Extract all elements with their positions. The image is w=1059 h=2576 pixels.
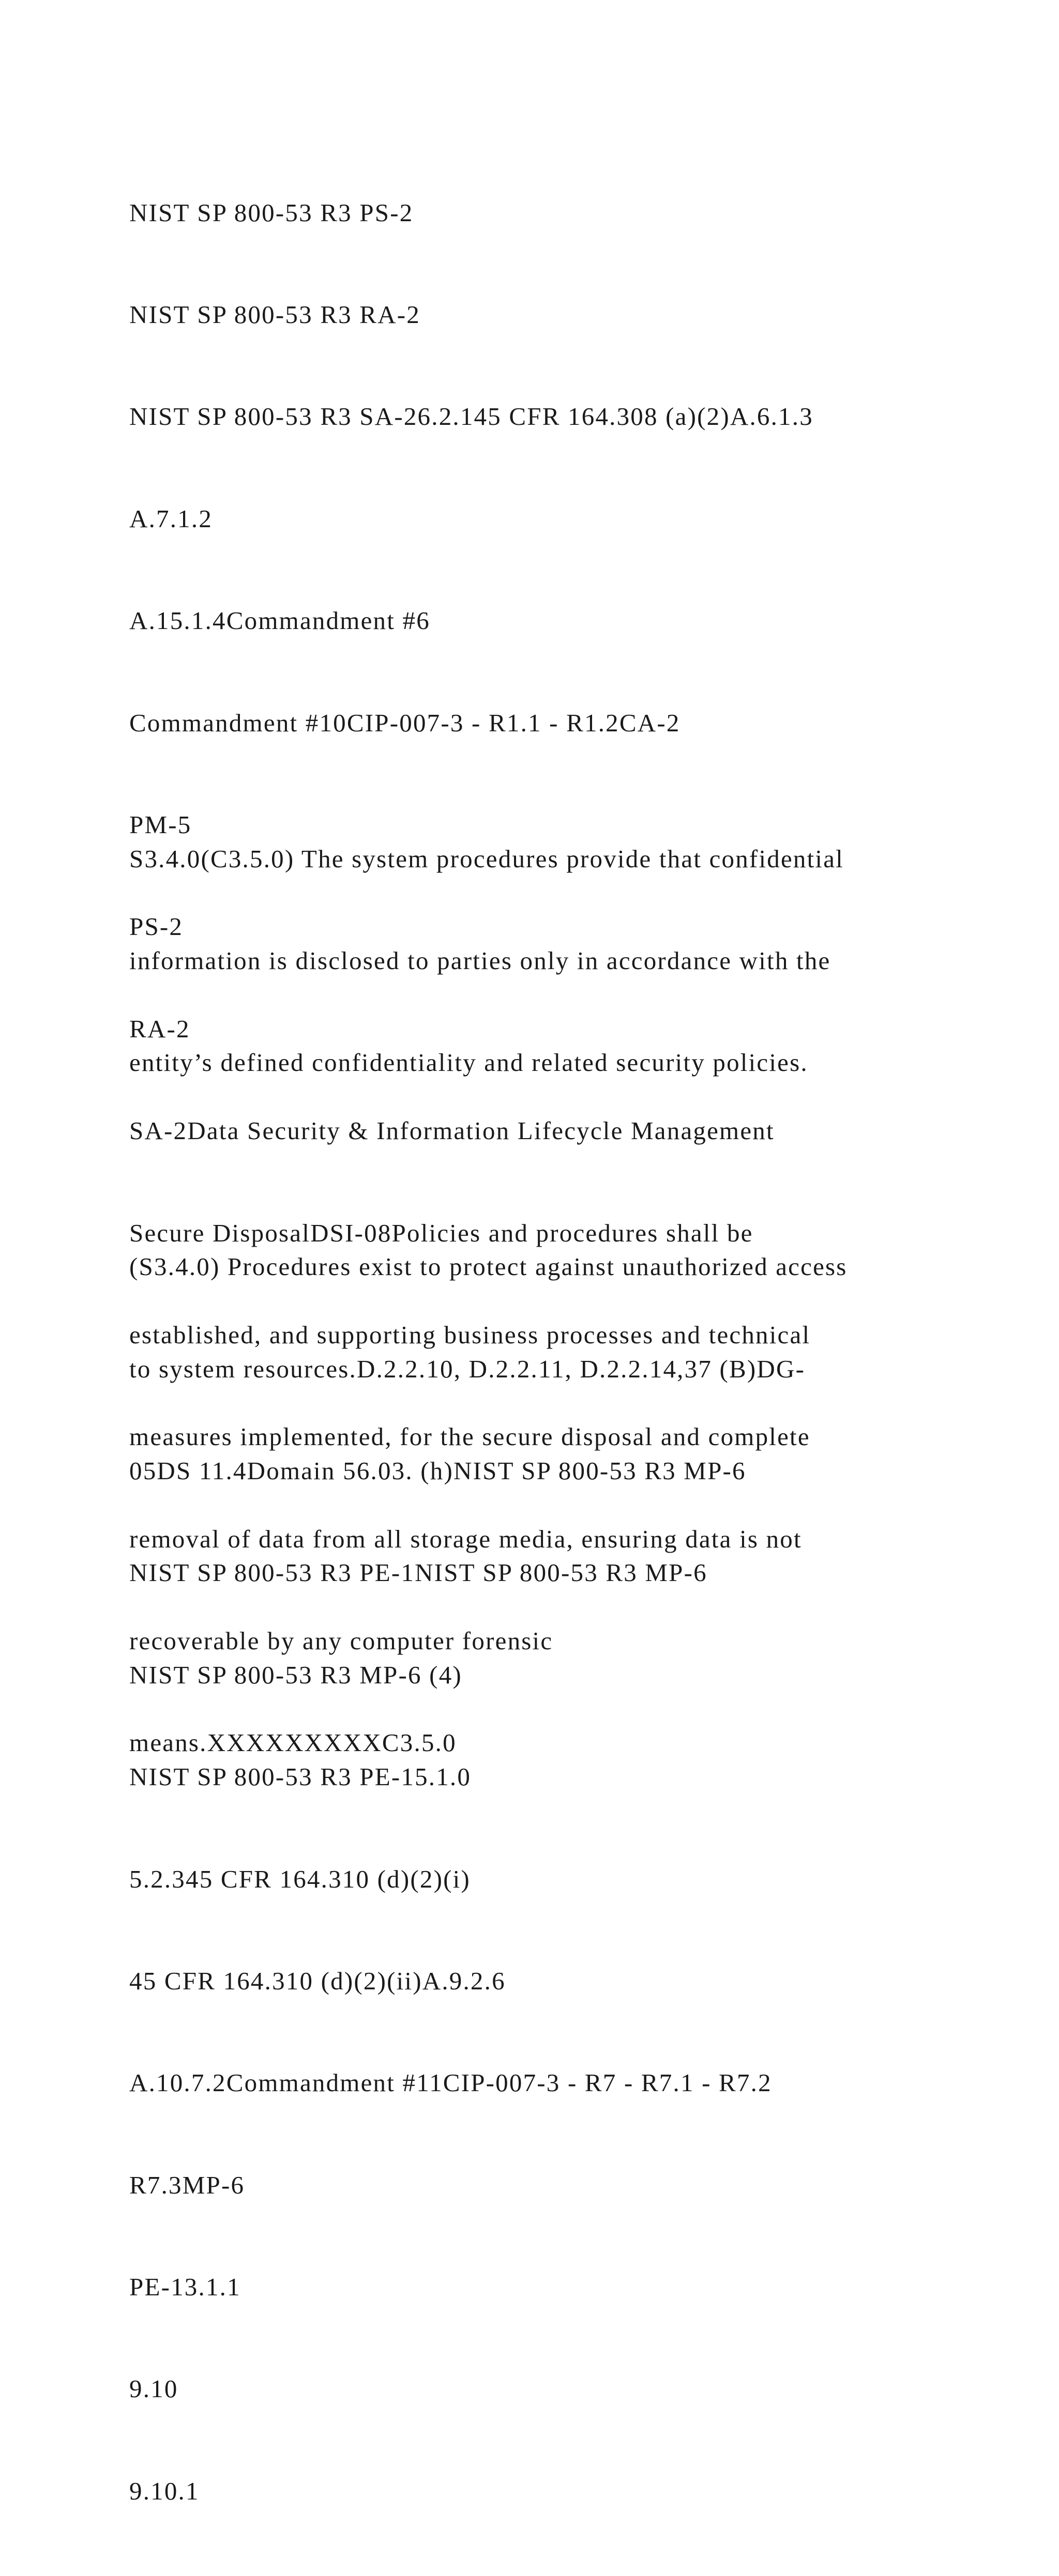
text-line: Commandment #10CIP-007-3 - R1.1 - R1.2CA-2: [129, 708, 680, 737]
text-line: 5.2.345 CFR 164.310 (d)(2)(i): [129, 1864, 471, 1893]
text-line: RA-2: [129, 1014, 190, 1043]
text-line: S3.4.0(C3.5.0) The system procedures provide that confidential: [129, 844, 844, 873]
text-line: information is disclosed to parties only in accordance with the: [129, 946, 831, 975]
text-line: NIST SP 800-53 R3 MP-6 (4): [129, 1660, 462, 1689]
text-line: 45 CFR 164.310 (d)(2)(ii)A.9.2.6: [129, 1966, 506, 1995]
text-line: means.XXXXXXXXXC3.5.0: [129, 1728, 457, 1757]
text-line: 05DS 11.4Domain 56.03. (h)NIST SP 800-53 R3 MP-6: [129, 1456, 746, 1485]
text-line: PS-2: [129, 912, 184, 941]
text-line: A.7.1.2: [129, 504, 213, 533]
text-line: 9.10: [129, 2374, 178, 2403]
text-line: to system resources.D.2.2.10, D.2.2.11, D.2.2.14,37 (B)DG-: [129, 1354, 806, 1383]
text-line: [129, 1148, 977, 1182]
text-line: PE-13.1.1: [129, 2273, 241, 2302]
text-line: A.15.1.4Commandment #6: [129, 606, 430, 635]
text-line: (S3.4.0) Procedures exist to protect against unauthorized access: [129, 1252, 848, 1281]
text-line: 9.10.1: [129, 2476, 200, 2505]
text-line: R7.3MP-6: [129, 2170, 245, 2199]
text-line: established, and supporting business processes and technical: [129, 1320, 811, 1349]
text-line: measures implemented, for the secure disposal and complete: [129, 1422, 810, 1451]
text-line: removal of data from all storage media, ensuring data is not: [129, 1524, 802, 1553]
text-line: Secure DisposalDSI-08Policies and procedures shall be: [129, 1218, 753, 1247]
text-line: SA-2Data Security & Information Lifecycle Management: [129, 1116, 775, 1145]
text-line: entity’s defined confidentiality and related security policies.: [129, 1048, 808, 1077]
text-line: NIST SP 800-53 R3 PE-1NIST SP 800-53 R3 MP-6: [129, 1558, 707, 1587]
text-line: NIST SP 800-53 R3 PS-2: [129, 198, 414, 227]
text-line: NIST SP 800-53 R3 SA-26.2.145 CFR 164.308 (a)(2)A.6.1.3: [129, 402, 813, 431]
text-line: PM-5: [129, 810, 192, 839]
text-line: NIST SP 800-53 R3 PE-15.1.0: [129, 1762, 472, 1791]
text-line: A.10.7.2Commandment #11CIP-007-3 - R7 - R7.1 - R7.2: [129, 2068, 772, 2097]
text-line: recoverable by any computer forensic: [129, 1627, 553, 1655]
text-line: NIST SP 800-53 R3 RA-2: [129, 300, 420, 329]
text-block-lower: [129, 774, 977, 2576]
